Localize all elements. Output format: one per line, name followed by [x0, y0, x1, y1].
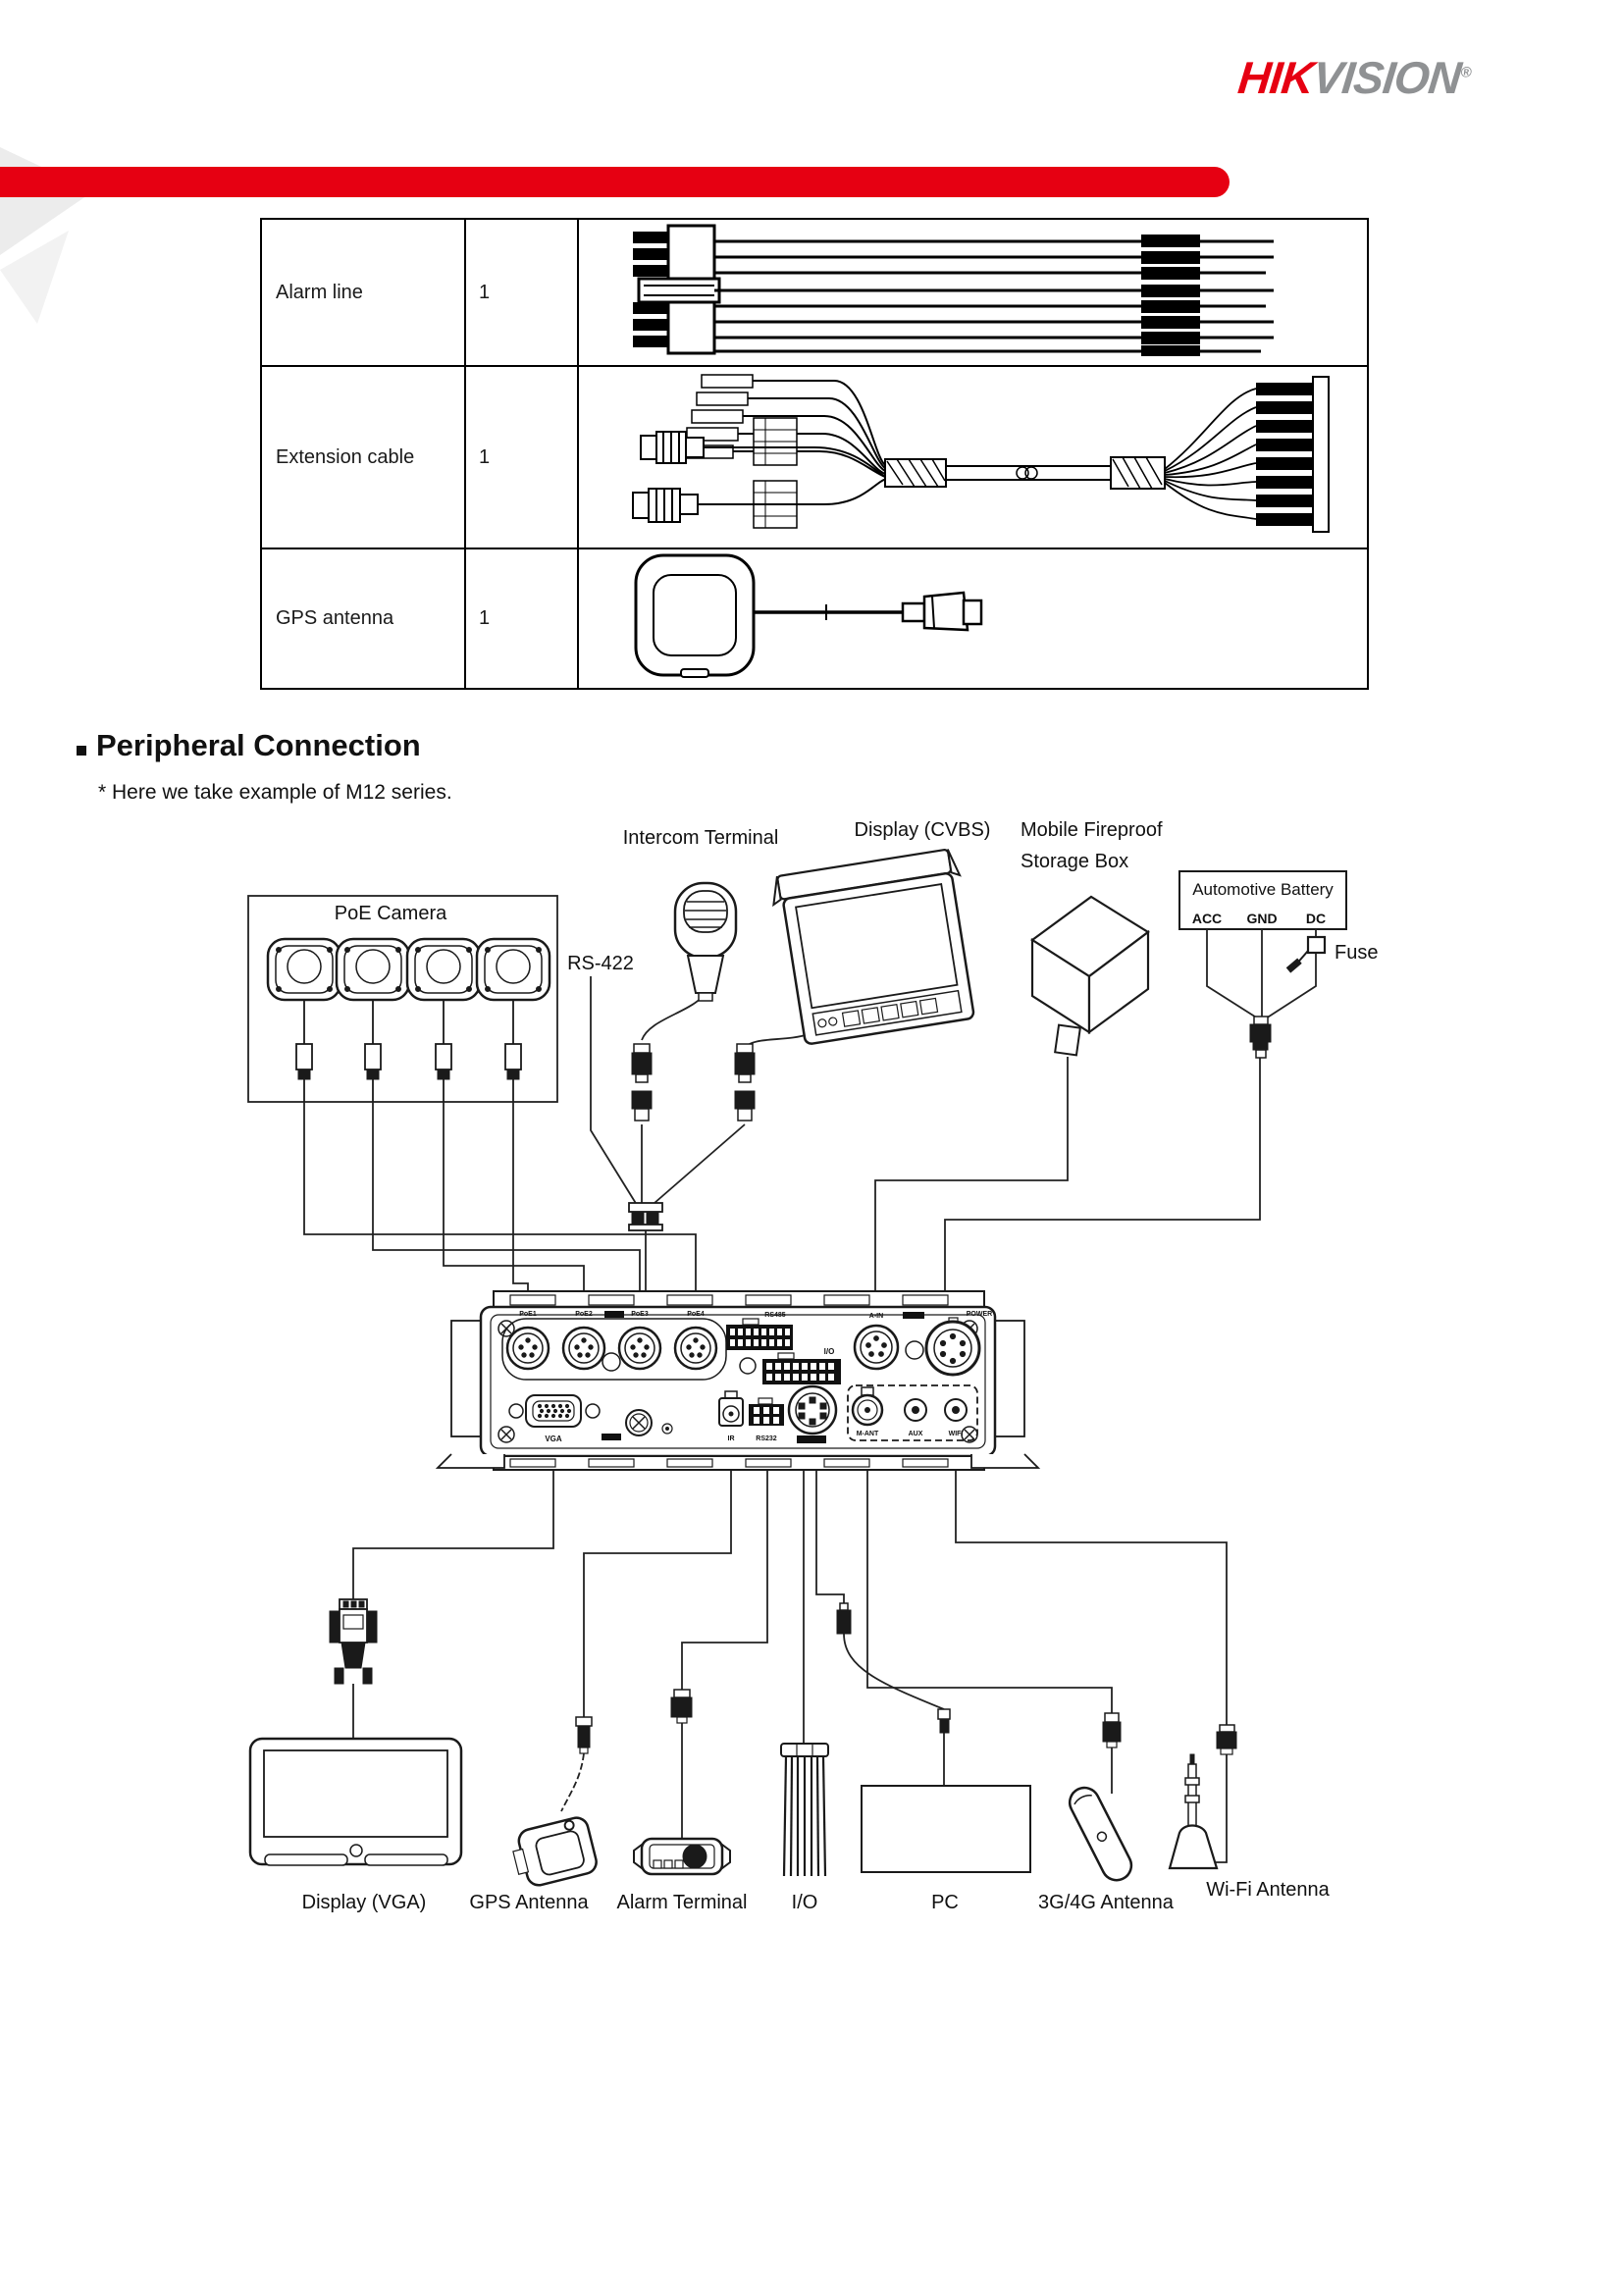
wifi-antenna-device — [1170, 1754, 1217, 1868]
pc-label: PC — [931, 1892, 959, 1913]
rs422-label: RS-422 — [567, 953, 634, 974]
display-inline-connector — [735, 1044, 755, 1121]
gps-antenna-drawing — [578, 548, 1368, 689]
barcode-sticker-2 — [903, 1312, 924, 1319]
audio-in-port — [855, 1326, 898, 1369]
mant-port-label: M-ANT — [856, 1431, 879, 1437]
accessory-qty: 1 — [465, 219, 578, 366]
pc-box — [862, 1786, 1030, 1872]
vga-port-label: VGA — [545, 1435, 562, 1443]
pc-cable-plug — [837, 1603, 950, 1733]
accessory-name: Alarm line — [261, 219, 465, 366]
table-row — [261, 366, 1368, 548]
alarm-line-connector — [633, 226, 719, 353]
battery-dc-label: DC — [1305, 911, 1327, 926]
fireproof-box — [1032, 897, 1148, 1055]
logo-vision: VISION — [1310, 52, 1463, 103]
alarm-line-drawing — [578, 219, 1368, 366]
accessory-name: Extension cable — [261, 366, 465, 548]
aux-port-label: AUX — [908, 1431, 923, 1437]
poe3-port-label: PoE3 — [631, 1311, 649, 1318]
gps-cable-plug — [754, 593, 981, 630]
right-mount-bracket — [995, 1321, 1024, 1436]
battery-connector — [1250, 1017, 1271, 1058]
barcode-sticker-4 — [797, 1435, 826, 1443]
io-port-label: I/O — [823, 1347, 835, 1356]
battery-label: Automotive Battery — [1192, 880, 1334, 899]
io-wire-bundle — [781, 1744, 828, 1876]
extension-cable-drawing — [578, 366, 1368, 548]
power-port-label: POWER — [966, 1311, 993, 1318]
left-foot — [438, 1454, 504, 1468]
junction-connector — [629, 1203, 662, 1230]
3g4g-antenna-device — [1065, 1783, 1136, 1886]
watermark-arrow — [0, 132, 118, 348]
display-cvbs-monitor — [769, 848, 982, 1046]
automotive-battery — [1179, 871, 1378, 1058]
intercom-inline-connector — [632, 1044, 652, 1121]
left-mount-bracket — [451, 1321, 481, 1436]
intercom-microphone — [675, 883, 736, 1001]
din-connector — [789, 1386, 836, 1434]
wifi-port-label: WIFI — [948, 1431, 964, 1437]
intercom-label: Intercom Terminal — [622, 827, 779, 849]
poe-camera-label: PoE Camera — [334, 903, 447, 924]
accessory-qty: 1 — [465, 548, 578, 689]
dvr-unit — [438, 1291, 1038, 1470]
3g4g-cable-connector — [1103, 1713, 1121, 1748]
fuse-symbol — [1308, 937, 1325, 953]
gps-antenna-label: GPS Antenna — [469, 1892, 589, 1913]
ir-port-label: IR — [727, 1435, 735, 1442]
table-row — [261, 219, 1368, 366]
fireproof-label-1: Mobile Fireproof — [1021, 819, 1163, 841]
poe4-port-label: PoE4 — [687, 1311, 705, 1318]
gps-puck — [636, 555, 754, 677]
ain-port-label: A-IN — [868, 1313, 884, 1320]
poe1-port-label: PoE1 — [519, 1311, 537, 1318]
peripheral-connection-diagram — [0, 795, 1623, 1938]
red-banner — [0, 167, 1230, 197]
logo-registered-mark: ® — [1459, 64, 1472, 81]
rs232-port-label: RS232 — [756, 1435, 777, 1442]
fuse-label: Fuse — [1335, 942, 1379, 964]
section-note: * Here we take example of M12 series. — [98, 781, 452, 804]
logo-hik: HIK — [1235, 52, 1316, 103]
vga-plug — [330, 1599, 377, 1684]
section-title: Peripheral Connection — [96, 728, 421, 762]
fireproof-label-2: Storage Box — [1021, 851, 1129, 872]
alarm-cable-connector — [671, 1690, 692, 1723]
wifi-antenna-label: Wi-Fi Antenna — [1206, 1879, 1330, 1901]
wifi-cable-connector — [1217, 1725, 1236, 1754]
extension-aviation-connector-2 — [633, 479, 887, 528]
display-vga-label: Display (VGA) — [301, 1892, 427, 1913]
extension-trunk-cable — [885, 457, 1165, 489]
barcode-sticker-1 — [604, 1311, 624, 1318]
rs485-port-label: RS485 — [764, 1312, 786, 1319]
accessories-table — [260, 218, 1369, 690]
battery-gnd-label: GND — [1246, 911, 1278, 926]
gps-cable-connector — [576, 1717, 592, 1753]
gps-antenna-device — [509, 1815, 600, 1890]
accessory-qty: 1 — [465, 366, 578, 548]
battery-acc-label: ACC — [1191, 911, 1223, 926]
poe2-port-label: PoE2 — [575, 1311, 593, 1318]
hikvision-logo — [1235, 51, 1473, 104]
3g4g-antenna-label: 3G/4G Antenna — [1038, 1892, 1174, 1913]
display-cvbs-label: Display (CVBS) — [854, 819, 991, 841]
barcode-sticker-3 — [602, 1434, 621, 1440]
accessory-name: GPS antenna — [261, 548, 465, 689]
alarm-line-sleeves — [1141, 235, 1200, 356]
poe-cameras — [268, 939, 550, 1102]
table-row — [261, 548, 1368, 689]
alarm-terminal-device — [634, 1839, 730, 1874]
io-bundle-label: I/O — [791, 1892, 818, 1913]
right-foot — [971, 1454, 1038, 1468]
alarm-terminal-label: Alarm Terminal — [616, 1892, 748, 1913]
extension-fanout-connector — [1165, 377, 1329, 532]
section-bullet — [77, 746, 86, 756]
display-vga-monitor — [250, 1739, 461, 1865]
